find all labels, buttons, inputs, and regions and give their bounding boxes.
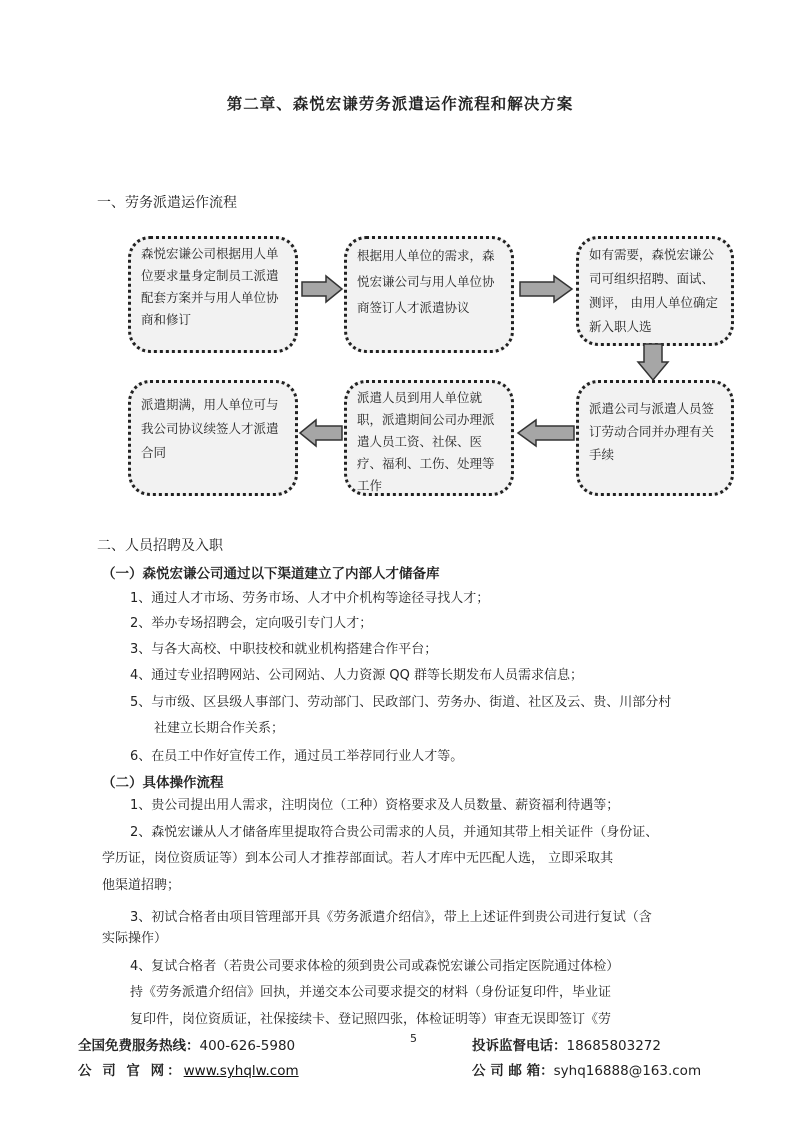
flow-box-5: 派遣人员到用人单位就职，派遣期间公司办理派遣人员工资、社保、医疗、福利、工伤、处理等工作 [344,380,514,496]
list-item: 2、森悦宏谦从人才储备库里提取符合贵公司需求的人员，并通知其带上相关证件（身份证、 [130,825,659,840]
footer-complaint [472,1034,661,1054]
list-item: 实际操作） [102,931,168,946]
hotline-label: 全国免费服务热线： [78,1038,200,1054]
list-item: 6、在员工中作好宣传工作，通过员工举荐同行业人才等。 [130,749,464,764]
list-item: 4、复试合格者（若贵公司要求体检的须到贵公司或森悦宏谦公司指定医院通过体检） [130,959,620,974]
page-number: 5 [410,1032,417,1045]
section-heading-recruit: 二、人员招聘及入职 [97,538,223,554]
section-heading-flow: 一、劳务派遣运作流程 [97,195,237,211]
email-label: 公 司 邮 箱： [472,1063,554,1079]
list-item: 3、与各大高校、中职技校和就业机构搭建合作平台； [130,642,438,657]
list-item: 学历证，岗位资质证等）到本公司人才推荐部面试。若人才库中无匹配人选， 立即采取其 [102,851,614,866]
flow-box-2: 根据用人单位的需求，森悦宏谦公司与用人单位协商签订人才派遣协议 [344,236,514,353]
flow-box-1: 森悦宏谦公司根据用人单位要求量身定制员工派遣配套方案并与用人单位协商和修订 [128,236,298,353]
website-label: 公 司 官 网： [78,1063,184,1079]
list-item: 4、通过专业招聘网站、公司网站、人力资源 QQ 群等长期发布人员需求信息； [130,668,584,683]
website-link[interactable]: www.syhqlw.com [183,1063,299,1079]
footer-email [472,1059,701,1079]
email-address[interactable]: syhq16888@163.com [553,1063,702,1079]
flow-box-6: 派遣期满，用人单位可与我公司协议续签人才派遣合同 [128,380,298,496]
list-item: 5、与市级、区县级人事部门、劳动部门、民政部门、劳务办、街道、社区及云、贵、川部分村 [130,695,672,710]
list-item: 3、初试合格者由项目管理部开具《劳务派遣介绍信》，带上上述证件到贵公司进行复试（含 [130,910,652,925]
footer-website [78,1059,299,1079]
subsection-talent-pool: （一）森悦宏谦公司通过以下渠道建立了内部人才储备库 [102,566,440,582]
page-title: 第二章、森悦宏谦劳务派遣运作流程和解决方案 [226,95,574,113]
flow-box-4: 派遣公司与派遣人员签订劳动合同并办理有关手续 [576,380,734,496]
arrow-left-icon [516,418,576,448]
subsection-procedure: （二）具体操作流程 [102,775,224,791]
flow-box-3: 如有需要，森悦宏谦公司可组织招聘、面试、测评， 由用人单位确定新入职人选 [576,236,734,346]
arrow-right-icon [300,274,344,304]
list-item: 2、举办专场招聘会，定向吸引专门人才； [130,616,373,631]
footer-hotline [78,1034,295,1054]
list-item: 持《劳务派遣介绍信》回执，并递交本公司要求提交的材料（身份证复印件，毕业证 [130,985,612,1000]
list-item: 1、通过人才市场、劳务市场、人才中介机构等途径寻找人才； [130,591,490,606]
complaint-label: 投诉监督电话： [472,1038,567,1054]
list-item: 他渠道招聘； [102,878,181,893]
arrow-down-icon [636,342,670,382]
hotline-number: 400-626-5980 [199,1038,296,1054]
arrow-right-icon [518,274,574,304]
list-item: 社建立长期合作关系； [154,721,285,736]
complaint-number: 18685803272 [566,1038,661,1054]
arrow-left-icon [298,418,344,448]
list-item: 复印件，岗位资质证，社保接续卡、登记照四张，体检证明等）审查无误即签订《劳 [130,1012,612,1027]
list-item: 1、贵公司提出用人需求，注明岗位（工种）资格要求及人员数量、薪资福利待遇等； [130,798,620,813]
